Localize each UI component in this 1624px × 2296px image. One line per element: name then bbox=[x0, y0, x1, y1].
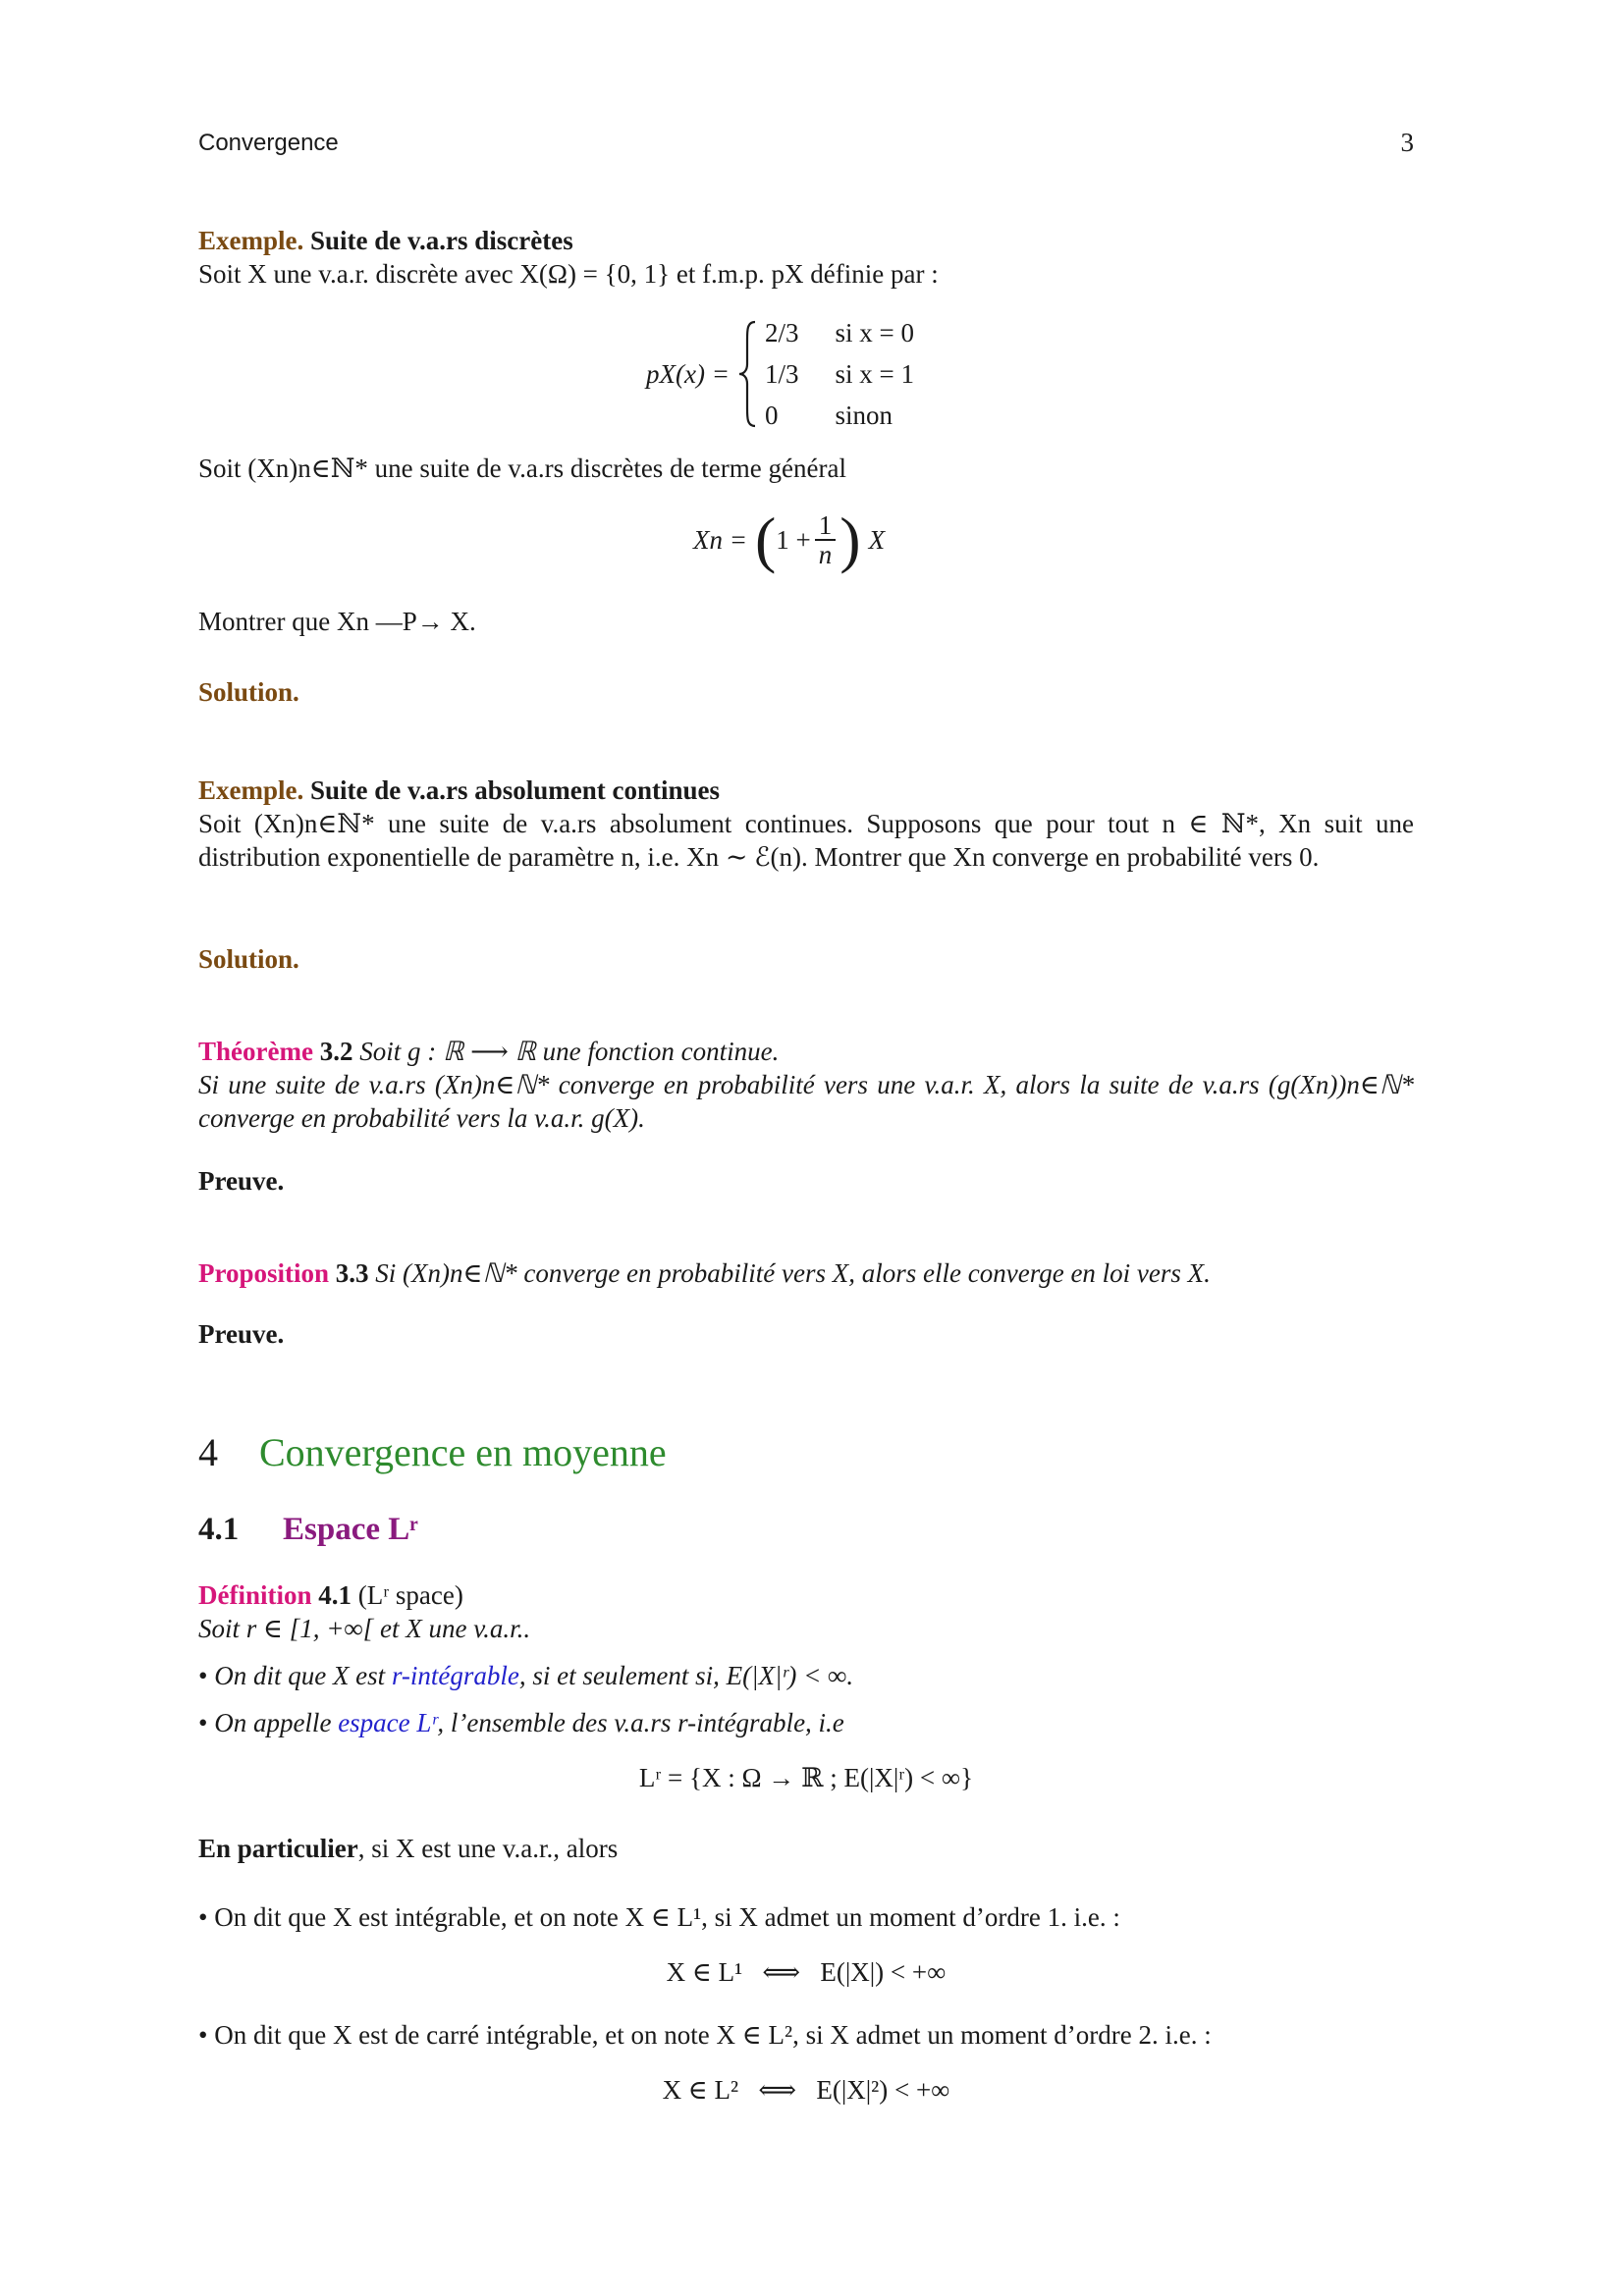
bullet-icon: • bbox=[198, 1902, 215, 1932]
formula-one: 1 + bbox=[776, 525, 811, 555]
definition-bullet2 bbox=[198, 1706, 844, 1739]
formula-lhs: Xn = bbox=[693, 525, 747, 555]
running-header-title: Convergence bbox=[198, 130, 339, 156]
theorem-text2: Si une suite de v.a.rs (Xn)n∈ℕ* converge en probabilité vers une v.a.r. X, alors la suite de v.a.rs (g(Xn))n∈ℕ* converge en probabilité vers la v.a.r. g(X). bbox=[198, 1070, 1414, 1133]
pmf-case-row bbox=[765, 312, 915, 353]
term-espace-lr: espace Lʳ bbox=[338, 1708, 438, 1737]
proposition-text: Si (Xn)n∈ℕ* converge en probabilité vers X, alors elle converge en loi vers X. bbox=[375, 1258, 1211, 1288]
example1-line1: Soit X une v.a.r. discrète avec X(Ω) = {0, 1} et f.m.p. pX définie par : bbox=[198, 259, 939, 289]
pmf-case-value: 0 bbox=[764, 400, 779, 430]
definition-heading bbox=[198, 1578, 463, 1612]
theorem-proof: Preuve. bbox=[198, 1166, 285, 1196]
example1-label: Exemple. bbox=[198, 226, 304, 255]
section-number: 4 bbox=[198, 1430, 218, 1474]
item1-text: On dit que X est intégrable, et on note X ∈ L¹, si X admet un moment d’ordre 1. i.e. : bbox=[214, 1902, 1120, 1932]
pmf-lhs: pX(x) = bbox=[646, 359, 730, 389]
particular-bold: En particulier bbox=[198, 1834, 358, 1863]
particular-intro bbox=[198, 1832, 618, 1865]
pmf-case-condition: si x = 0 bbox=[835, 318, 914, 347]
definition-bullet1 bbox=[198, 1659, 853, 1692]
particular-rest: , si X est une v.a.r., alors bbox=[357, 1834, 619, 1863]
pmf-case-value: 1/3 bbox=[764, 359, 799, 389]
theorem-heading bbox=[198, 1035, 779, 1068]
bullet1-part-a: On dit que X est bbox=[214, 1661, 392, 1690]
page-number: 3 bbox=[1400, 128, 1414, 157]
theorem-text1: Soit g : ℝ ⟶ ℝ une fonction continue. bbox=[359, 1037, 780, 1066]
example1-title: Suite de v.a.rs discrètes bbox=[310, 226, 573, 255]
particular-item2 bbox=[198, 2018, 1426, 2052]
pmf-case-condition: sinon bbox=[835, 400, 893, 430]
formula-fraction bbox=[815, 511, 837, 568]
bullet2-part-a: On appelle bbox=[214, 1708, 339, 1737]
pmf-cases-table bbox=[765, 312, 915, 436]
proposition-heading bbox=[198, 1256, 1211, 1290]
left-paren-icon: ( bbox=[754, 505, 777, 574]
bullet2-part-b: , l’ensemble des v.a.rs r-intégrable, i.e bbox=[437, 1708, 844, 1737]
example2-heading bbox=[198, 774, 720, 807]
theorem-label: Théorème bbox=[198, 1037, 313, 1066]
formula-rhs: X bbox=[868, 525, 886, 555]
l2-formula: X ∈ L² ⟺ E(|X|²) < +∞ bbox=[662, 2075, 950, 2105]
example1-solution: Solution. bbox=[198, 677, 299, 707]
example1-heading bbox=[198, 224, 573, 257]
example1-line2: Soit (Xn)n∈ℕ* une suite de v.a.rs discrètes de terme général bbox=[198, 454, 846, 483]
bullet1-part-b: , si et seulement si, E(|X|ʳ) < ∞. bbox=[518, 1661, 854, 1690]
fraction-numerator: 1 bbox=[815, 511, 837, 541]
example1-task: Montrer que Xn —P→ X. bbox=[198, 607, 476, 636]
example2-title: Suite de v.a.rs absolument continues bbox=[310, 775, 721, 805]
right-paren-icon: ) bbox=[839, 505, 861, 574]
pmf-case-condition: si x = 1 bbox=[835, 359, 914, 389]
particular-item1 bbox=[198, 1900, 1426, 1934]
pmf-case-value: 2/3 bbox=[764, 318, 799, 347]
fraction-denominator: n bbox=[818, 540, 833, 569]
theorem-number: 3.2 bbox=[319, 1037, 353, 1066]
definition-label: Définition bbox=[198, 1580, 312, 1610]
section-title: Convergence en moyenne bbox=[259, 1430, 667, 1474]
subsection-heading bbox=[198, 1512, 418, 1548]
example2-solution: Solution. bbox=[198, 944, 299, 974]
definition-number: 4.1 bbox=[318, 1580, 352, 1610]
bullet-icon: • bbox=[198, 1661, 215, 1690]
proposition-proof: Preuve. bbox=[198, 1319, 285, 1349]
section-heading bbox=[198, 1429, 667, 1475]
pmf-definition bbox=[646, 312, 915, 436]
proposition-number: 3.3 bbox=[335, 1258, 369, 1288]
pmf-case-row bbox=[765, 395, 915, 436]
l1-formula: X ∈ L¹ ⟺ E(|X|) < +∞ bbox=[666, 1957, 947, 1987]
left-brace-icon bbox=[737, 320, 759, 428]
pmf-case-row bbox=[765, 353, 915, 395]
subsection-title: Espace Lʳ bbox=[283, 1512, 418, 1547]
sequence-formula bbox=[693, 501, 885, 579]
example2-text: Soit (Xn)n∈ℕ* une suite de v.a.rs absolument continues. Supposons que pour tout n ∈ ℕ*, Xn suit une distribution exponentielle de paramètre n, i.e. Xn ∼ ℰ(n). Montrer que Xn converge en probabilité vers 0. bbox=[198, 809, 1414, 872]
proposition-label: Proposition bbox=[198, 1258, 330, 1288]
item2-text: On dit que X est de carré intégrable, et on note X ∈ L², si X admet un moment d’ordre 2. i.e. : bbox=[214, 2020, 1212, 2050]
bullet-icon: • bbox=[198, 1708, 215, 1737]
definition-note: (Lʳ space) bbox=[357, 1580, 463, 1610]
bullet-icon: • bbox=[198, 2020, 215, 2050]
term-r-integrable: r-intégrable bbox=[391, 1661, 519, 1690]
example2-label: Exemple. bbox=[198, 775, 304, 805]
lr-space-formula: Lʳ = {X : Ω → ℝ ; E(|X|ʳ) < ∞} bbox=[638, 1763, 974, 1792]
definition-intro: Soit r ∈ [1, +∞[ et X une v.a.r.. bbox=[198, 1614, 531, 1643]
subsection-number: 4.1 bbox=[198, 1512, 240, 1547]
